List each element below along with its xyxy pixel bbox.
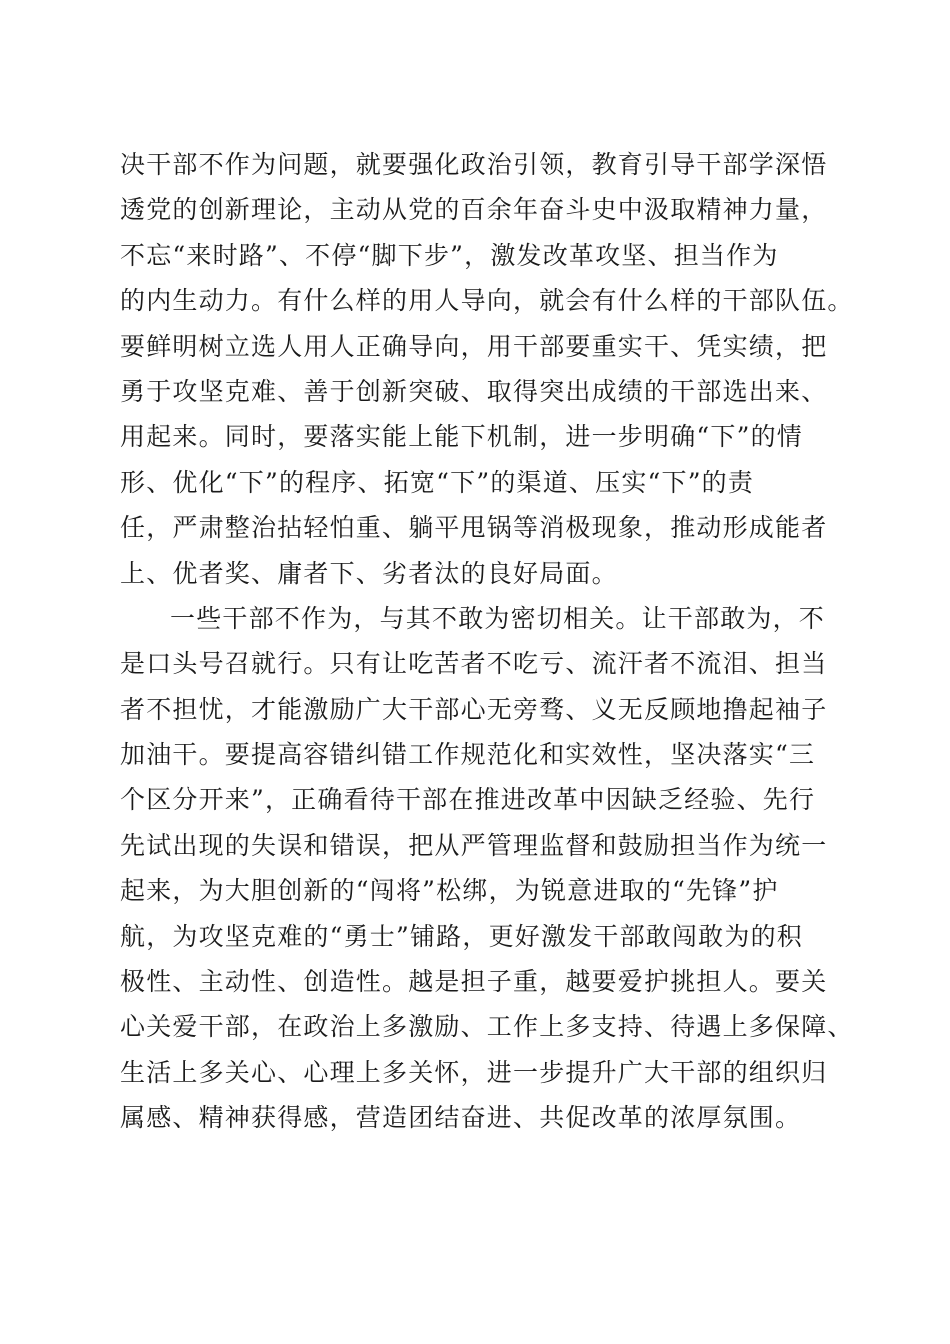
text-line: 者不担忧，才能激励广大干部心无旁骛、义无反顾地撸起袖子 <box>120 694 828 724</box>
text-line: 属感、精神获得感，营造团结奋进、共促改革的浓厚氛围。 <box>120 1103 802 1133</box>
document-body <box>120 142 854 1141</box>
text-line: 不忘“来时路”、不停“脚下步”，激发改革攻坚、担当作为 <box>120 240 779 270</box>
text-line: 用起来。同时，要落实能上能下机制，进一步明确“下”的情 <box>120 422 803 452</box>
text-line: 透党的创新理论，主动从党的百余年奋斗史中汲取精神力量， <box>120 195 828 225</box>
text-line: 加油干。要提高容错纠错工作规范化和实效性，坚决落实“三 <box>120 740 816 770</box>
text-line: 是口头号召就行。只有让吃苦者不吃亏、流汗者不流泪、担当 <box>120 649 828 679</box>
text-line: 生活上多关心、心理上多关怀，进一步提升广大干部的组织归 <box>120 1057 828 1087</box>
text-line: 决干部不作为问题，就要强化政治引领，教育引导干部学深悟 <box>120 150 828 179</box>
text-line: 先试出现的失误和错误，把从严管理监督和鼓励担当作为统一 <box>120 830 828 860</box>
text-line: 心关爱干部，在政治上多激励、工作上多支持、待遇上多保障、 <box>120 1012 854 1042</box>
text-line: 极性、主动性、创造性。越是担子重，越要爱护挑担人。要关 <box>120 967 828 997</box>
text-line: 任，严肃整治拈轻怕重、躺平甩锅等消极现象，推动形成能者 <box>120 513 828 543</box>
paragraph-1 <box>120 142 854 596</box>
text-line: 个区分开来”，正确看待干部在推进改革中因缺乏经验、先行 <box>120 785 816 815</box>
text-line: 一些干部不作为，与其不敢为密切相关。让干部敢为，不 <box>170 603 826 633</box>
text-line: 起来，为大胆创新的“闯将”松绑，为锐意进取的“先锋”护 <box>120 876 779 906</box>
text-line: 的内生动力。有什么样的用人导向，就会有什么样的干部队伍。 <box>120 286 854 316</box>
text-line: 要鲜明树立选人用人正确导向，用干部要重实干、凭实绩，把 <box>120 331 828 361</box>
paragraph-2 <box>120 596 854 1141</box>
text-line: 形、优化“下”的程序、拓宽“下”的渠道、压实“下”的责 <box>120 467 755 497</box>
text-line: 航，为攻坚克难的“勇士”铺路，更好激发干部敢闯敢为的积 <box>120 921 803 951</box>
text-line: 上、优者奖、庸者下、劣者汰的良好局面。 <box>120 558 618 588</box>
text-line: 勇于攻坚克难、善于创新突破、取得突出成绩的干部选出来、 <box>120 376 828 406</box>
